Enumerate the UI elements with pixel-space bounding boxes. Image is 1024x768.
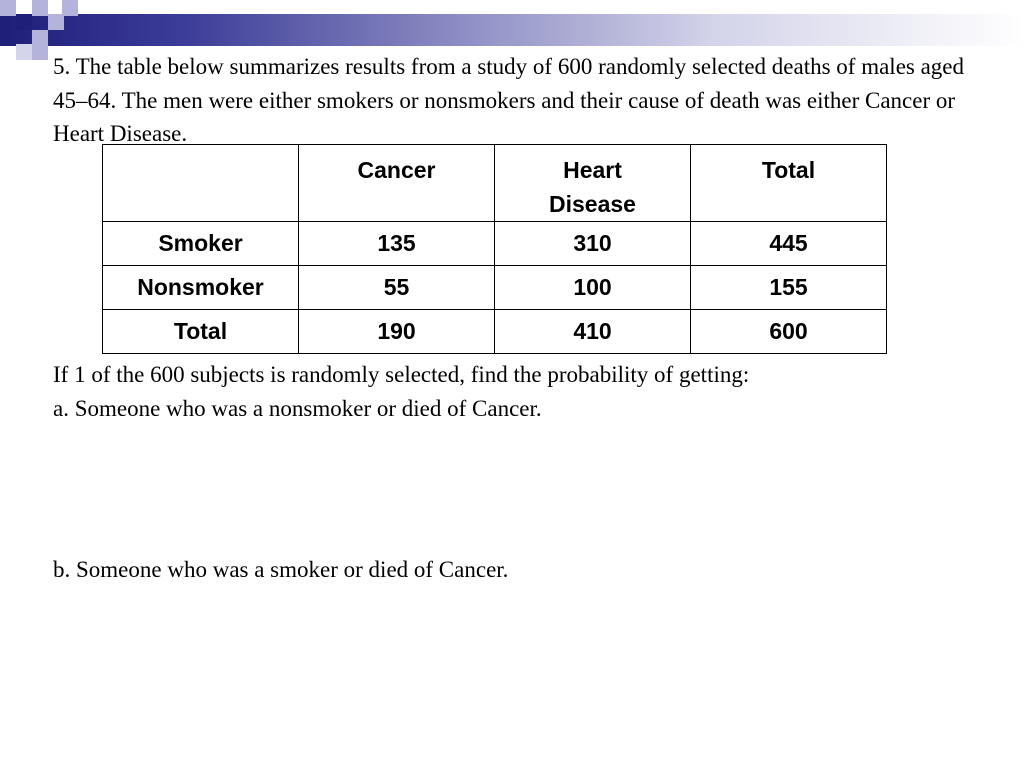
contingency-table — [102, 144, 887, 354]
decor-square-8 — [32, 44, 48, 60]
table-header-cell: Heart Disease — [495, 145, 691, 222]
decor-square-5 — [48, 14, 64, 30]
table-cell: 445 — [691, 222, 887, 266]
table-cell: 155 — [691, 266, 887, 310]
part-b-text: b. Someone who was a smoker or died of Cancer. — [53, 557, 509, 582]
table-header-cell: Total — [691, 145, 887, 222]
decor-square-3 — [32, 0, 48, 16]
prompt-block — [53, 358, 749, 426]
table-header-cell — [103, 145, 299, 222]
question-text: 5. The table below summarizes results from a study of 600 randomly selected deaths of males aged 45–64. The men were either smokers or nonsmokers and their cause of death was either Cancer or Heart Disease. — [53, 54, 965, 146]
table-cell: 600 — [691, 310, 887, 354]
table-cell: 410 — [495, 310, 691, 354]
decor-square-7 — [16, 44, 32, 60]
header-gradient-bar — [0, 14, 1024, 46]
decor-square-2 — [16, 14, 32, 30]
table-header-row — [103, 145, 887, 222]
table-cell: 190 — [299, 310, 495, 354]
table-row — [103, 266, 887, 310]
row-label: Smoker — [103, 222, 299, 266]
table-row — [103, 310, 887, 354]
decor-square-1 — [0, 0, 16, 16]
part-a-text: a. Someone who was a nonsmoker or died of Cancer. — [53, 396, 542, 421]
table-cell: 55 — [299, 266, 495, 310]
prompt-instruction: If 1 of the 600 subjects is randomly selected, find the probability of getting: — [53, 362, 750, 387]
table-header-cell: Cancer — [299, 145, 495, 222]
table-cell: 135 — [299, 222, 495, 266]
table-cell: 100 — [495, 266, 691, 310]
row-label: Nonsmoker — [103, 266, 299, 310]
table-cell: 310 — [495, 222, 691, 266]
table-row — [103, 222, 887, 266]
row-label: Total — [103, 310, 299, 354]
decor-square-6 — [62, 0, 78, 16]
